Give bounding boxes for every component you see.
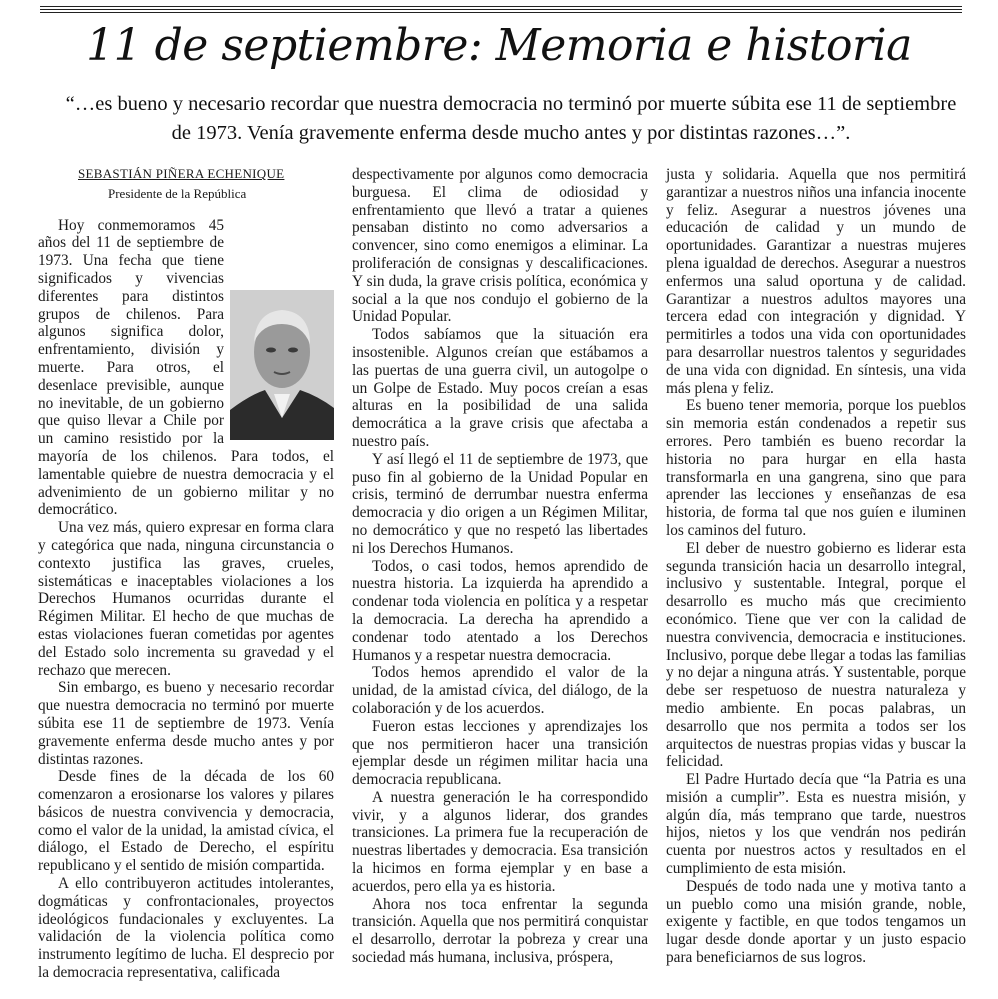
column-2	[352, 166, 648, 967]
paragraph: El deber de nuestro gobierno es liderar esta segunda transición hacia un desarrollo integral, inclusivo y sustentable. Integral, porque el desarrollo es mucho más que crecimiento económico. Tiene que ver con la calidad de nuestra convivencia, democracia e instituciones. Inclusivo, porque debe llegar a todas las familias y no dejar a ninguna atrás. Y sustentable, porque debe ser respetuoso de nuestra naturaleza y medio ambiente. En pocas palabras, un desarrollo que nos permita a todos ser los arquitectos de nuestras propias vidas y buscar la felicidad.	[666, 539, 966, 771]
paragraph: El Padre Hurtado decía que “la Patria es una misión a cumplir”. Esta es nuestra misión, y algún día, más temprano que tarde, nuestros hijos, nietos y los que vendrán nos pedirán cuenta por nuestros actos y resultados en el cumplimiento de esta misión.	[666, 771, 966, 878]
paragraph: Una vez más, quiero expresar en forma clara y categórica que nada, ninguna circunstancia o contexto justifica las graves, crueles, sistemáticas e inaceptables violaciones a los Derechos Humanos ocurridas durante el Régimen Militar. El hecho de que muchas de estas violaciones fueran cometidas por agentes del Estado solo incrementa su gravedad y el rechazo que merecen.	[38, 519, 334, 679]
top-rule-2	[40, 9, 962, 10]
author-name: SEBASTIÁN PIÑERA ECHENIQUE	[78, 166, 285, 181]
headline: 11 de septiembre: Memoria e historia	[86, 20, 912, 71]
paragraph: Desde fines de la década de los 60 comenzaron a erosionarse los valores y pilares básicos de nuestra convivencia y democracia, como el valor de la unidad, la amistad cívica, el diálogo, el Estado de Derecho, el espíritu republicano y el sentido de misión compartida.	[38, 768, 334, 875]
top-rule-3	[40, 12, 962, 13]
paragraph: Todos hemos aprendido el valor de la unidad, de la amistad cívica, del diálogo, de la colaboración y de los acuerdos.	[352, 664, 648, 717]
column-3	[666, 166, 966, 967]
top-rule	[40, 6, 962, 7]
portrait-image	[230, 290, 334, 440]
column-1	[38, 165, 334, 982]
paragraph: Hoy conmemoramos 45 años del 11 de septiembre de 1973. Una fecha que tiene significados y vivencias diferentes para distintos grupos de chilenos. Para algunos significa dolor, enfrentamiento, división y muerte. Para otros, el desenlace previsible, aunque no inevitable, de un gobierno que quiso llevar a Chile por un camino resistido por la mayoría de los chilenos. Para todos, el lamentable quiebre de nuestra democracia y el advenimiento de un gobierno militar y no democrático.	[38, 216, 334, 519]
paragraph: justa y solidaria. Aquella que nos permitirá garantizar a nuestros niños una infancia inocente y feliz. Asegurar a nuestros jóvenes una educación de calidad y un mundo de oportunidades. Garantizar a nuestras mujeres plena igualdad de derechos. Asegurar a nuestros enfermos una salud oportuna y de calidad. Garantizar a nuestros adultos mayores una tercera edad con integración y dignidad. Y permitirles a todos una vida con oportunidades para desarrollar nuestros talentos y seguridades de una vida con dignidad. En síntesis, una vida más plena y feliz.	[666, 166, 966, 397]
author-role: Presidente de la República	[108, 185, 247, 201]
paragraph: Y así llegó el 11 de septiembre de 1973, que puso fin al gobierno de la Unidad Popular en crisis, terminó de derrumbar nuestra enferma democracia y dio origen a un Régimen Militar, no democrático y que no respetó las libertades ni los Derechos Humanos.	[352, 450, 648, 557]
paragraph: Después de todo nada une y motiva tanto a un pueblo como una misión grande, noble, exigente y factible, en que todos tengamos un lugar desde donde aportar y un justo espacio para beneficiarnos de sus logros.	[666, 877, 966, 967]
paragraph: Sin embargo, es bueno y necesario recordar que nuestra democracia no terminó por muerte súbita ese 11 de septiembre de 1973. Venía gravemente enferma desde mucho antes y por distintas razones.	[38, 679, 334, 768]
lead-quote: “…es bueno y necesario recordar que nuestra democracia no terminó por muerte súbita ese 11 de septiembre de 1973. Venía gravemente enferma desde mucho antes y por distintas razones…”.	[65, 93, 957, 144]
paragraph: Ahora nos toca enfrentar la segunda transición. Aquella que nos permitirá conquistar el desarrollo, derrotar la pobreza y crear una sociedad más humana, inclusiva, próspera,	[352, 895, 648, 967]
paragraph: A nuestra generación le ha correspondido vivir, y a algunos liderar, dos grandes transiciones. La primera fue la recuperación de nuestras libertades y democracia. Esa transición la hicimos en forma ejemplar y en base a acuerdos, pero ella ya es historia.	[352, 788, 648, 895]
paragraph: Todos, o casi todos, hemos aprendido de nuestra historia. La izquierda ha aprendido a condenar toda violencia en política y a respetar la democracia. La derecha ha aprendido a condenar todo atentado a los Derechos Humanos y a respetar nuestra democracia.	[352, 557, 648, 664]
author-photo	[230, 290, 334, 440]
paragraph: Todos sabíamos que la situación era insostenible. Algunos creían que estábamos a las puertas de una guerra civil, un autogolpe o un Golpe de Estado. Muy pocos creían a esas alturas en la posibilidad de una salida democrática a la grave crisis que afectaba a nuestro país.	[352, 326, 648, 450]
paragraph: A ello contribuyeron actitudes intolerantes, dogmáticas y confrontacionales, proyectos ideológicos fundacionales y excluyentes. La validación de la violencia política como instrumento legítimo de lucha. El desprecio por la democracia representativa, calificada	[38, 875, 334, 982]
paragraph: Fueron estas lecciones y aprendizajes los que nos permitieron hacer una transición ejemplar desde un régimen militar hacia una democracia republicana.	[352, 717, 648, 789]
paragraph: despectivamente por algunos como democracia burguesa. El clima de odiosidad y enfrentamiento que llevó a tratar a quienes pensaban distinto no como adversarios a convencer, sino como enemigos a eliminar. La proliferación de consignas y descalificaciones. Y sin duda, la grave crisis política, económica y social a la que nos condujo el gobierno de la Unidad Popular.	[352, 166, 648, 326]
paragraph: Es bueno tener memoria, porque los pueblos sin memoria están condenados a repetir sus errores. Pero también es bueno recordar la historia no para hurgar en ella hasta transformarla en una gangrena, sino que para aprender las lecciones y enseñanzas de esa historia, de forma tal que nos guíen e iluminen los caminos del futuro.	[666, 397, 966, 539]
